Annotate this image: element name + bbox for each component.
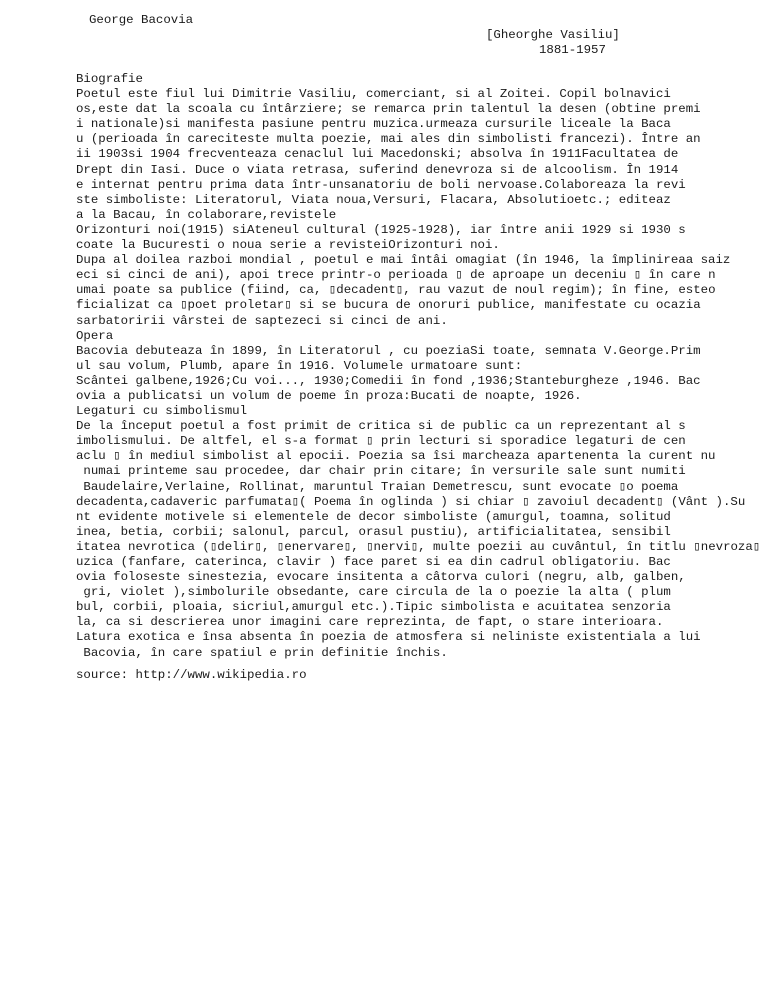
text-line: Poetul este fiul lui Dimitrie Vasiliu, comerciant, si al Zoitei. Copil bolnavici [76, 87, 671, 102]
text-line: ficializat ca ▯poet proletar▯ si se bucura de onoruri publice, manifestate cu ocazia [76, 298, 701, 313]
text-line: la, ca si descrierea unor imagini care reprezinta, de fapt, o stare interioara. [76, 615, 664, 630]
text-line: Legaturi cu simbolismul [76, 404, 248, 419]
text-line: Bacovia debuteaza în 1899, în Literatorul , cu poeziaSi toate, semnata V.George.Prim [76, 343, 701, 358]
text-line: e internat pentru prima data într-unsanatoriu de boli nervoase.Colaboreaza la revi [76, 177, 686, 192]
text-line: uzica (fanfare, caterinca, clavir ) face paret si ea din cadrul obligatoriu. Bac [76, 555, 671, 569]
text-line: ovia a publicatsi un volum de poeme în proza:Bucati de noapte, 1926. [76, 388, 582, 403]
text-line: Drept din Iasi. Duce o viata retrasa, suferind denevroza si de alcoolism. În 1914 [76, 162, 679, 177]
text-line: sarbatoririi vârstei de saptezeci si cinci de ani. [76, 313, 448, 328]
text-line: ii 1903si 1904 frecventeaza cenaclul lui Macedonski; absolva în 1911Facultatea de [76, 147, 679, 162]
text-line: itatea nevrotica (▯delir▯, ▯enervare▯, ▯nervi▯, multe poezii au cuvântul, în titlu ▯nevroza▯ [76, 539, 761, 554]
text-line: os,este dat la scoala cu întârziere; se remarca prin talentul la desen (obtine premi [76, 102, 701, 117]
text-line: decadenta,cadaveric parfumata▯( Poema în oglinda ) si chiar ▯ zavoiul decadent▯ (Vânt ).Su [76, 494, 746, 509]
text-line: inea, betia, corbii; salonul, parcul, orasul pustiu), artificialitatea, sensibil [76, 524, 671, 539]
text-line: numai printeme sau procedee, dar chair prin citare; în versurile sale sunt numiti [76, 464, 686, 479]
text-line: aclu ▯ în mediul simbolist al epocii. Poezia sa îsi marcheaza apartenenta la curent nu [76, 449, 716, 464]
text-line: ul sau volum, Plumb, apare în 1916. Volumele urmatoare sunt: [76, 358, 523, 373]
text-line: Latura exotica e însa absenta în poezia de atmosfera si neliniste existentiala a lui [76, 630, 701, 645]
text-line: ste simboliste: Literatorul, Viata noua,Versuri, Flacara, Absolutioetc.; editeaz [76, 192, 671, 207]
text-line: umai poate sa publice (fiind, ca, ▯decadent▯, rau vazut de noul regim); în fine, esteo [76, 283, 716, 298]
text-line: coate la Bucuresti o noua serie a revisteiOrizonturi noi. [76, 238, 500, 253]
text-line: Baudelaire,Verlaine, Rollinat, maruntul Traian Demetrescu, sunt evocate ▯o poema [76, 479, 679, 494]
life-years: 1881-1957 [539, 43, 606, 57]
text-line: eci si cinci de ani), apoi trece printr-o perioada ▯ de aproape un deceniu ▯ în care n [76, 268, 716, 283]
text-line: nt evidente motivele si elementele de decor simboliste (amurgul, toamna, solitud [76, 509, 671, 524]
text-line: Dupa al doilea razboi mondial , poetul e mai întâi omagiat (în 1946, la împlinireaa saiz [76, 253, 731, 268]
text-line: bul, corbii, ploaia, sicriul,amurgul etc.).Tipic simbolista e acuitatea senzoria [76, 600, 671, 615]
text-line: u (perioada în careciteste multa poezie, mai ales din simbolisti francezi). Între an [76, 132, 701, 147]
text-line: a la Bacau, în colaborare,revistele [76, 207, 337, 222]
text-line: imbolismului. De altfel, el s-a format ▯ prin lecturi si sporadice legaturi de cen [76, 434, 686, 449]
author-name: George Bacovia [89, 13, 194, 27]
document-body [76, 72, 760, 661]
text-line: De la început poetul a fost primit de critica si de public ca un reprezentant al s [76, 419, 686, 434]
text-line: Biografie [76, 72, 143, 86]
birth-name: [Gheorghe Vasiliu] [486, 28, 620, 42]
text-line: ovia foloseste sinestezia, evocare insitenta a câtorva culori (negru, alb, galben, [76, 570, 686, 585]
text-line: Bacovia, în care spatiul e prin definitie închis. [76, 645, 448, 660]
text-line: Opera [76, 328, 114, 343]
source-line: source: http://www.wikipedia.ro [76, 668, 307, 682]
text-line: Scântei galbene,1926;Cu voi..., 1930;Comedii în fond ,1936;Stanteburgheze ,1946. Bac [76, 373, 701, 388]
text-line: Orizonturi noi(1915) siAteneul cultural (1925-1928), iar între anii 1929 si 1930 s [76, 222, 686, 237]
text-line: i nationale)si manifesta pasiune pentru muzica.urmeaza cursurile liceale la Baca [76, 117, 671, 132]
text-line: gri, violet ),simbolurile obsedante, care circula de la o poezie la alta ( plum [76, 585, 671, 600]
